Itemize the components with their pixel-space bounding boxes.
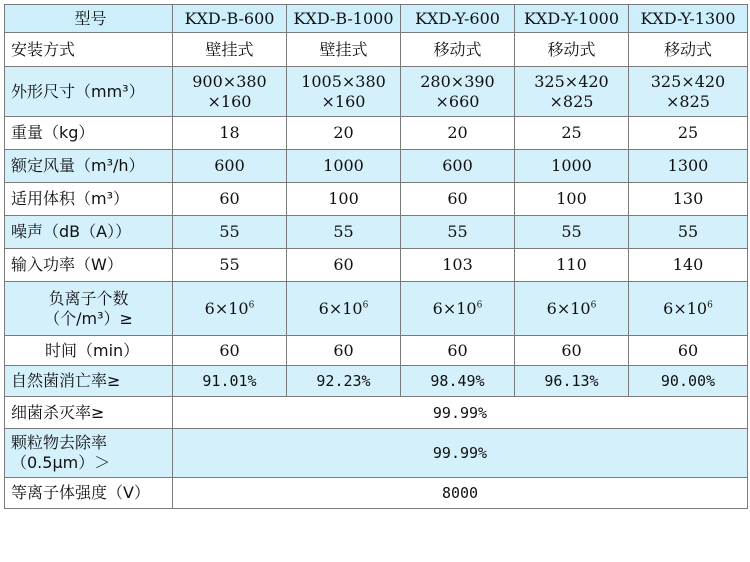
- cell: 移动式: [629, 33, 748, 67]
- cell: 90.00%: [629, 366, 748, 397]
- cell: 60: [287, 336, 401, 366]
- cell: 移动式: [515, 33, 629, 67]
- merged-cell: 8000: [173, 478, 748, 509]
- cell: 98.49%: [401, 366, 515, 397]
- install-row: [5, 33, 748, 67]
- row-label: 适用体积（m³）: [5, 183, 173, 216]
- cell: 60: [515, 336, 629, 366]
- merged-cell: 99.99%: [173, 397, 748, 429]
- cell: 60: [287, 249, 401, 282]
- row-label: 等离子体强度（V）: [5, 478, 173, 509]
- cell: 60: [173, 336, 287, 366]
- ion-base: 6×10: [546, 298, 591, 318]
- size-line: ×660: [435, 91, 480, 111]
- cell: 25: [515, 117, 629, 150]
- label-line: 负离子个数: [48, 288, 129, 308]
- row-label: 输入功率（W）: [5, 249, 173, 282]
- header-row: [5, 5, 748, 33]
- size-line: 325×420: [650, 71, 726, 91]
- label-line: （个/m³）≥: [44, 308, 133, 328]
- power-row: [5, 249, 748, 282]
- row-label: 细菌杀灭率≥: [5, 397, 173, 429]
- natural-kill-row: [5, 366, 748, 397]
- cell: 18: [173, 117, 287, 150]
- volume-row: [5, 183, 748, 216]
- row-label: [5, 282, 173, 336]
- row-label: [5, 429, 173, 478]
- cell: [173, 67, 287, 117]
- cell: 55: [629, 216, 748, 249]
- ion-exponent: 6: [248, 300, 255, 311]
- cell: [287, 282, 401, 336]
- label-line: （0.5μm）＞: [11, 453, 111, 472]
- row-label: 噪声（dB（A））: [5, 216, 173, 249]
- size-line: ×160: [321, 91, 366, 111]
- model-name: KXD-Y-600: [401, 5, 515, 33]
- time-row: [5, 336, 748, 366]
- cell: 55: [173, 249, 287, 282]
- ion-base: 6×10: [432, 298, 477, 318]
- bacteria-row: [5, 397, 748, 429]
- size-line: 325×420: [534, 71, 609, 91]
- row-label: 额定风量（m³/h）: [5, 150, 173, 183]
- row-label: 安装方式: [5, 33, 173, 67]
- cell: [629, 67, 748, 117]
- label-line: 颗粒物去除率: [11, 433, 108, 452]
- cell: 壁挂式: [173, 33, 287, 67]
- model-name: KXD-Y-1000: [515, 5, 629, 33]
- cell: 55: [287, 216, 401, 249]
- cell: 130: [629, 183, 748, 216]
- cell: 60: [629, 336, 748, 366]
- ion-base: 6×10: [318, 298, 363, 318]
- cell: 600: [401, 150, 515, 183]
- cell: [629, 282, 748, 336]
- cell: 91.01%: [173, 366, 287, 397]
- cell: 600: [173, 150, 287, 183]
- size-line: 1005×380: [301, 71, 386, 91]
- cell: 1300: [629, 150, 748, 183]
- cell: 1000: [515, 150, 629, 183]
- size-line: 280×390: [420, 71, 495, 91]
- cell: 20: [287, 117, 401, 150]
- merged-cell: 99.99%: [173, 429, 748, 478]
- cell: 103: [401, 249, 515, 282]
- row-label: 时间（min）: [5, 336, 173, 366]
- row-label: 外形尺寸（mm³）: [5, 67, 173, 117]
- cell: 55: [401, 216, 515, 249]
- cell: [515, 67, 629, 117]
- particles-row: [5, 429, 748, 478]
- cell: 110: [515, 249, 629, 282]
- airflow-row: [5, 150, 748, 183]
- cell: 60: [173, 183, 287, 216]
- cell: [515, 282, 629, 336]
- plasma-row: [5, 478, 748, 509]
- cell: 1000: [287, 150, 401, 183]
- size-line: ×825: [549, 91, 594, 111]
- cell: 壁挂式: [287, 33, 401, 67]
- cell: 60: [401, 336, 515, 366]
- ions-row: [5, 282, 748, 336]
- size-line: 900×380: [192, 71, 267, 91]
- ion-exponent: 6: [590, 300, 597, 311]
- cell: 92.23%: [287, 366, 401, 397]
- cell: [173, 282, 287, 336]
- ion-exponent: 6: [476, 300, 483, 311]
- cell: 移动式: [401, 33, 515, 67]
- ion-exponent: 6: [362, 300, 369, 311]
- model-name: KXD-B-600: [173, 5, 287, 33]
- cell: [401, 67, 515, 117]
- spec-table: [4, 4, 748, 509]
- ion-base: 6×10: [204, 298, 249, 318]
- noise-row: [5, 216, 748, 249]
- ion-exponent: 6: [707, 300, 713, 311]
- model-name: KXD-Y-1300: [629, 5, 748, 33]
- header-label: 型号: [5, 5, 173, 33]
- size-line: ×825: [666, 91, 710, 111]
- cell: [401, 282, 515, 336]
- size-line: ×160: [207, 91, 252, 111]
- size-row: [5, 67, 748, 117]
- cell: 96.13%: [515, 366, 629, 397]
- cell: 55: [515, 216, 629, 249]
- ion-base: 6×10: [663, 298, 708, 318]
- cell: 55: [173, 216, 287, 249]
- cell: 100: [515, 183, 629, 216]
- weight-row: [5, 117, 748, 150]
- cell: 25: [629, 117, 748, 150]
- cell: 100: [287, 183, 401, 216]
- cell: 140: [629, 249, 748, 282]
- row-label: 自然菌消亡率≥: [5, 366, 173, 397]
- cell: 60: [401, 183, 515, 216]
- cell: 20: [401, 117, 515, 150]
- model-name: KXD-B-1000: [287, 5, 401, 33]
- row-label: 重量（kg）: [5, 117, 173, 150]
- cell: [287, 67, 401, 117]
